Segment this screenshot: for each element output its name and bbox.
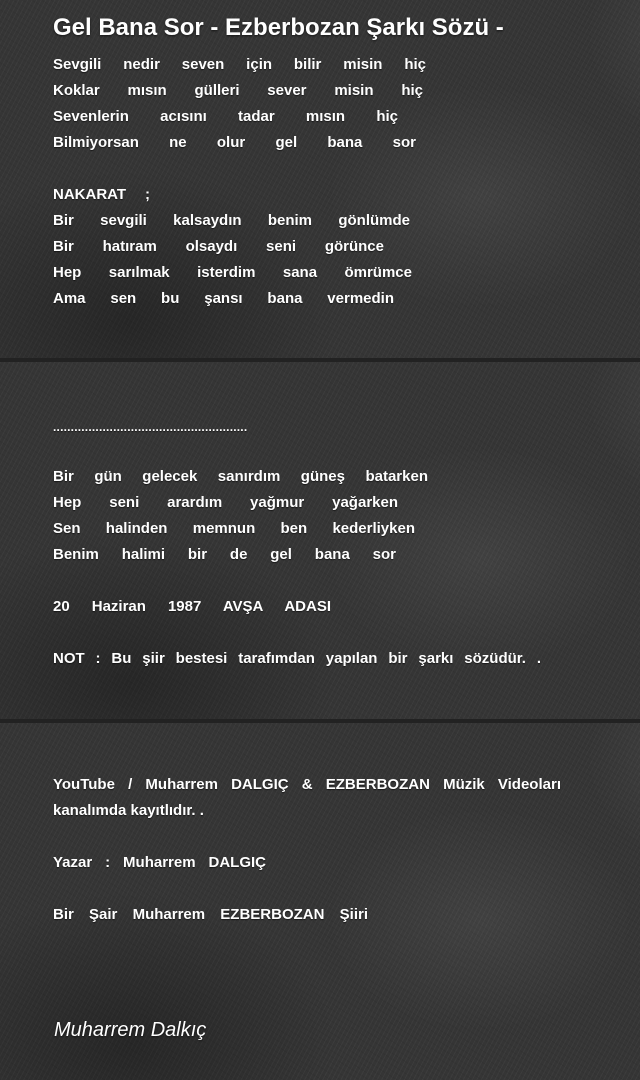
date-place: 20 Haziran 1987 AVŞA ADASI bbox=[53, 598, 331, 615]
verse-line: Sevenlerin acısını tadar mısın hiç bbox=[53, 108, 398, 125]
verse-line: Bir gün gelecek sanırdım güneş batarken bbox=[53, 468, 428, 485]
chorus-line: Ama sen bu şansı bana vermedin bbox=[53, 290, 394, 307]
author-signature: Muharrem Dalkıç bbox=[54, 1019, 207, 1041]
chorus-line: Bir sevgili kalsaydın benim gönlümde bbox=[53, 212, 410, 229]
chorus-line: Hep sarılmak isterdim sana ömrümce bbox=[53, 264, 412, 281]
poem-title: Gel Bana Sor - Ezberbozan Şarkı Sözü - bbox=[53, 14, 504, 41]
verse-line: Sevgili nedir seven için bilir misin hiç bbox=[53, 56, 426, 73]
verse-line: Koklar mısın gülleri sever misin hiç bbox=[53, 82, 423, 99]
verse-line: Bilmiyorsan ne olur gel bana sor bbox=[53, 134, 416, 151]
note: NOT : Bu şiir bestesi tarafımdan yapılan bir şarkı sözüdür. . bbox=[53, 650, 541, 667]
youtube-line: YouTube / Muharrem DALGIÇ & EZBERBOZAN Müzik Videoları bbox=[53, 776, 561, 793]
verse-line: Benim halimi bir de gel bana sor bbox=[53, 546, 396, 563]
verse-line: Sen halinden memnun ben kederliyken bbox=[53, 520, 415, 537]
dotted-separator: ....................................................... bbox=[53, 420, 248, 434]
poet-credit: Bir Şair Muharrem EZBERBOZAN Şiiri bbox=[53, 906, 368, 923]
youtube-line: kanalımda kayıtlıdır. . bbox=[53, 802, 204, 819]
verse-line: Hep seni arardım yağmur yağarken bbox=[53, 494, 398, 511]
chorus-label: NAKARAT ; bbox=[53, 186, 150, 203]
writer-credit: Yazar : Muharrem DALGIÇ bbox=[53, 854, 266, 871]
chorus-line: Bir hatıram olsaydı seni görünce bbox=[53, 238, 384, 255]
